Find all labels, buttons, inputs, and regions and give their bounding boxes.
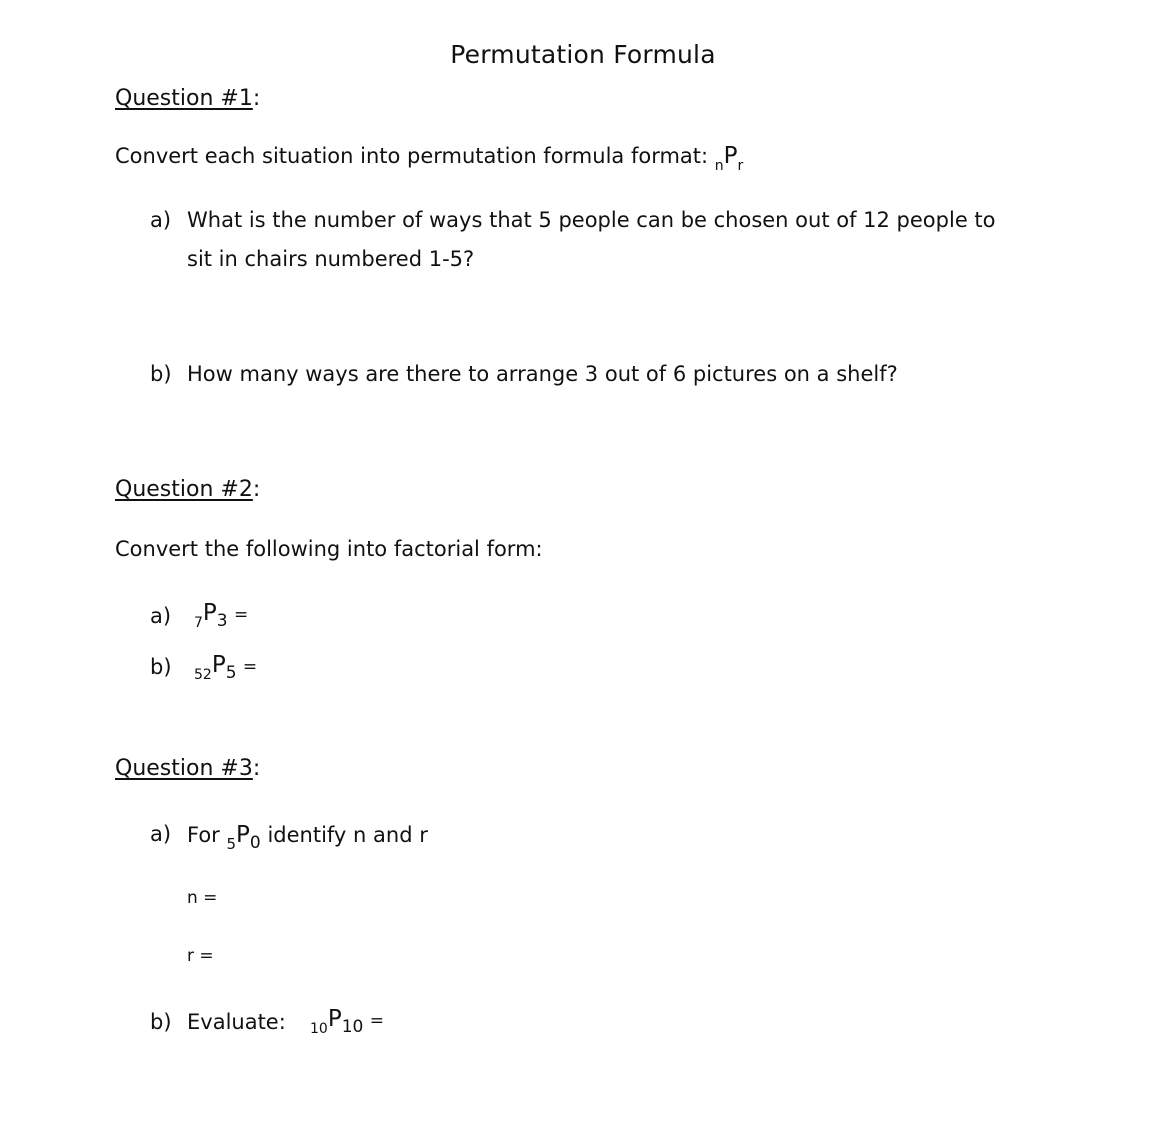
- question-1b-label: b): [150, 362, 172, 386]
- question-2b-r: 5: [225, 663, 237, 683]
- question-1a-line1: What is the number of ways that 5 people can be chosen out of 12 people to: [187, 208, 996, 232]
- question-3b-expression: [310, 1006, 384, 1037]
- question-1-instruction-text: Convert each situation into permutation formula format:: [115, 144, 715, 168]
- question-1-heading-text: Question #1: [115, 86, 253, 111]
- question-2-heading-text: Question #2: [115, 477, 253, 502]
- question-1a-label: a): [150, 208, 172, 232]
- question-2a-r: 3: [216, 611, 228, 631]
- question-2-heading-colon: :: [252, 477, 261, 502]
- question-3a-r: 0: [249, 833, 261, 853]
- question-1-heading-colon: :: [252, 86, 261, 111]
- question-2b-n: 52: [194, 667, 212, 683]
- question-2b-equals: =: [242, 657, 258, 677]
- formula-r-subscript: r: [737, 158, 744, 174]
- question-3a-text: [187, 822, 428, 853]
- question-3b-label: b): [150, 1010, 172, 1034]
- question-1-heading: [115, 86, 260, 111]
- question-3-heading-text: Question #3: [115, 756, 253, 781]
- question-3a-r-line: r =: [187, 946, 214, 966]
- question-3a-rest: identify n and r: [267, 823, 428, 847]
- question-1a-line2: sit in chairs numbered 1-5?: [187, 247, 475, 271]
- question-2a-n: 7: [194, 615, 203, 631]
- formula-p-symbol: P: [723, 143, 738, 169]
- question-3a-for: For: [187, 823, 220, 847]
- question-3a-n-line: n =: [187, 888, 218, 908]
- question-1b-text: How many ways are there to arrange 3 out of 6 pictures on a shelf?: [187, 362, 898, 386]
- question-3b-r: 10: [341, 1017, 364, 1037]
- question-2a-label: a): [150, 604, 172, 628]
- question-3a-label: a): [150, 822, 172, 846]
- question-3a-n: 5: [226, 835, 237, 853]
- question-3a-p: P: [236, 822, 250, 848]
- question-2a-p: P: [202, 600, 217, 626]
- formula-n-subscript: n: [714, 158, 724, 174]
- question-2a-expression: [194, 600, 249, 631]
- question-1-instruction: [115, 143, 744, 174]
- question-3-heading: [115, 756, 260, 781]
- question-3b-p: P: [327, 1006, 342, 1032]
- question-2-instruction: Convert the following into factorial form:: [115, 537, 543, 561]
- question-3b-text: Evaluate:: [187, 1010, 286, 1034]
- question-2-heading: [115, 477, 260, 502]
- question-2b-expression: [194, 652, 258, 683]
- question-2a-equals: =: [233, 605, 249, 625]
- question-3b-n: 10: [310, 1021, 328, 1037]
- question-3-heading-colon: :: [252, 756, 261, 781]
- question-3b-equals: =: [369, 1011, 384, 1031]
- question-2b-label: b): [150, 655, 172, 679]
- question-2b-p: P: [211, 652, 226, 678]
- page-title: Permutation Formula: [450, 40, 716, 69]
